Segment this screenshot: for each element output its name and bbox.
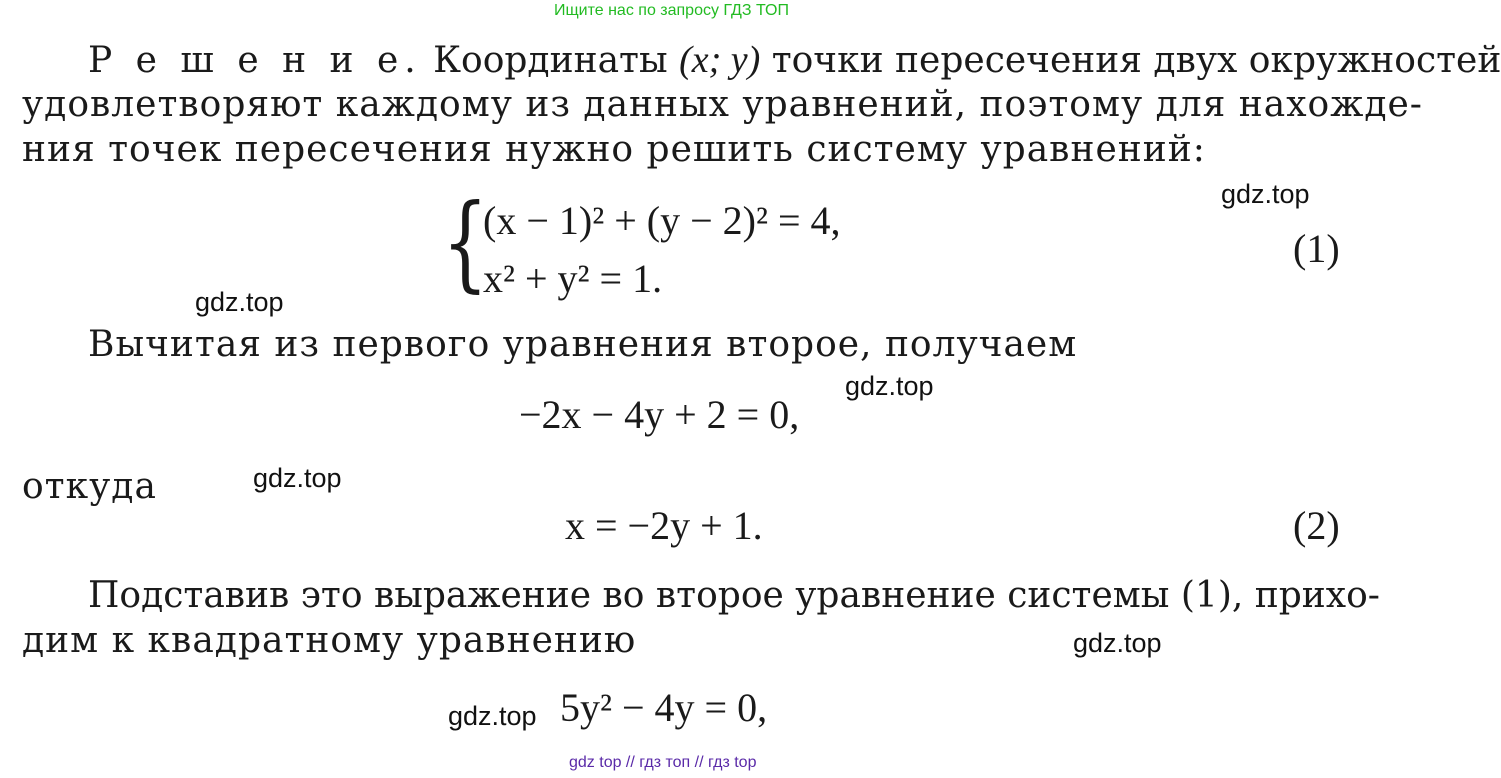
paragraph1-line3: ния точек пересечения нужно решить систему уравнений: <box>22 129 1206 170</box>
watermark: gdz.top <box>1073 628 1162 658</box>
system-eq2: x² + y² = 1. <box>483 256 663 301</box>
paragraph1-line2 <box>22 84 1423 125</box>
equation-x-label: (2) <box>1293 503 1340 548</box>
paragraph3-line2: дим к квадратному уравнению <box>22 620 637 661</box>
equation-x: x = −2y + 1. <box>565 503 763 548</box>
footer-links: gdz top // гдз топ // гдз top <box>569 754 757 771</box>
paragraph1-line1-text: Координаты <box>433 40 668 81</box>
watermark: gdz.top <box>1221 179 1310 209</box>
system-label: (1) <box>1293 226 1340 271</box>
word-whence: откуда <box>22 466 157 507</box>
system-brace: { <box>442 181 489 303</box>
coords-expression: (x; y) <box>679 39 761 81</box>
top-banner: Ищите нас по запросу ГДЗ ТОП <box>554 2 789 19</box>
system-eq1: (x − 1)² + (y − 2)² = 4, <box>483 198 841 243</box>
paragraph3-line1-text: Подставив это выражение во второе уравнение системы (1), прихо- <box>88 575 1380 616</box>
equation-subtract: −2x − 4y + 2 = 0, <box>519 392 800 437</box>
paragraph2: Вычитая из первого уравнения второе, получаем <box>88 324 1078 365</box>
paragraph1-line1 <box>88 41 1501 79</box>
watermark: gdz.top <box>448 701 537 731</box>
watermark: gdz.top <box>195 287 284 317</box>
paragraph1-line1-tail: точки пересечения двух окружностей <box>771 40 1501 81</box>
watermark: gdz.top <box>253 463 342 493</box>
paragraph3-line1 <box>88 575 1380 616</box>
solution-lead: Р е ш е н и е. <box>88 40 422 81</box>
paragraph1-line2-text: удовлетворяют каждому из данных уравнений, поэтому для нахожде- <box>22 84 1423 125</box>
equation-quadratic: 5y² − 4y = 0, <box>560 685 768 730</box>
watermark: gdz.top <box>845 371 934 401</box>
